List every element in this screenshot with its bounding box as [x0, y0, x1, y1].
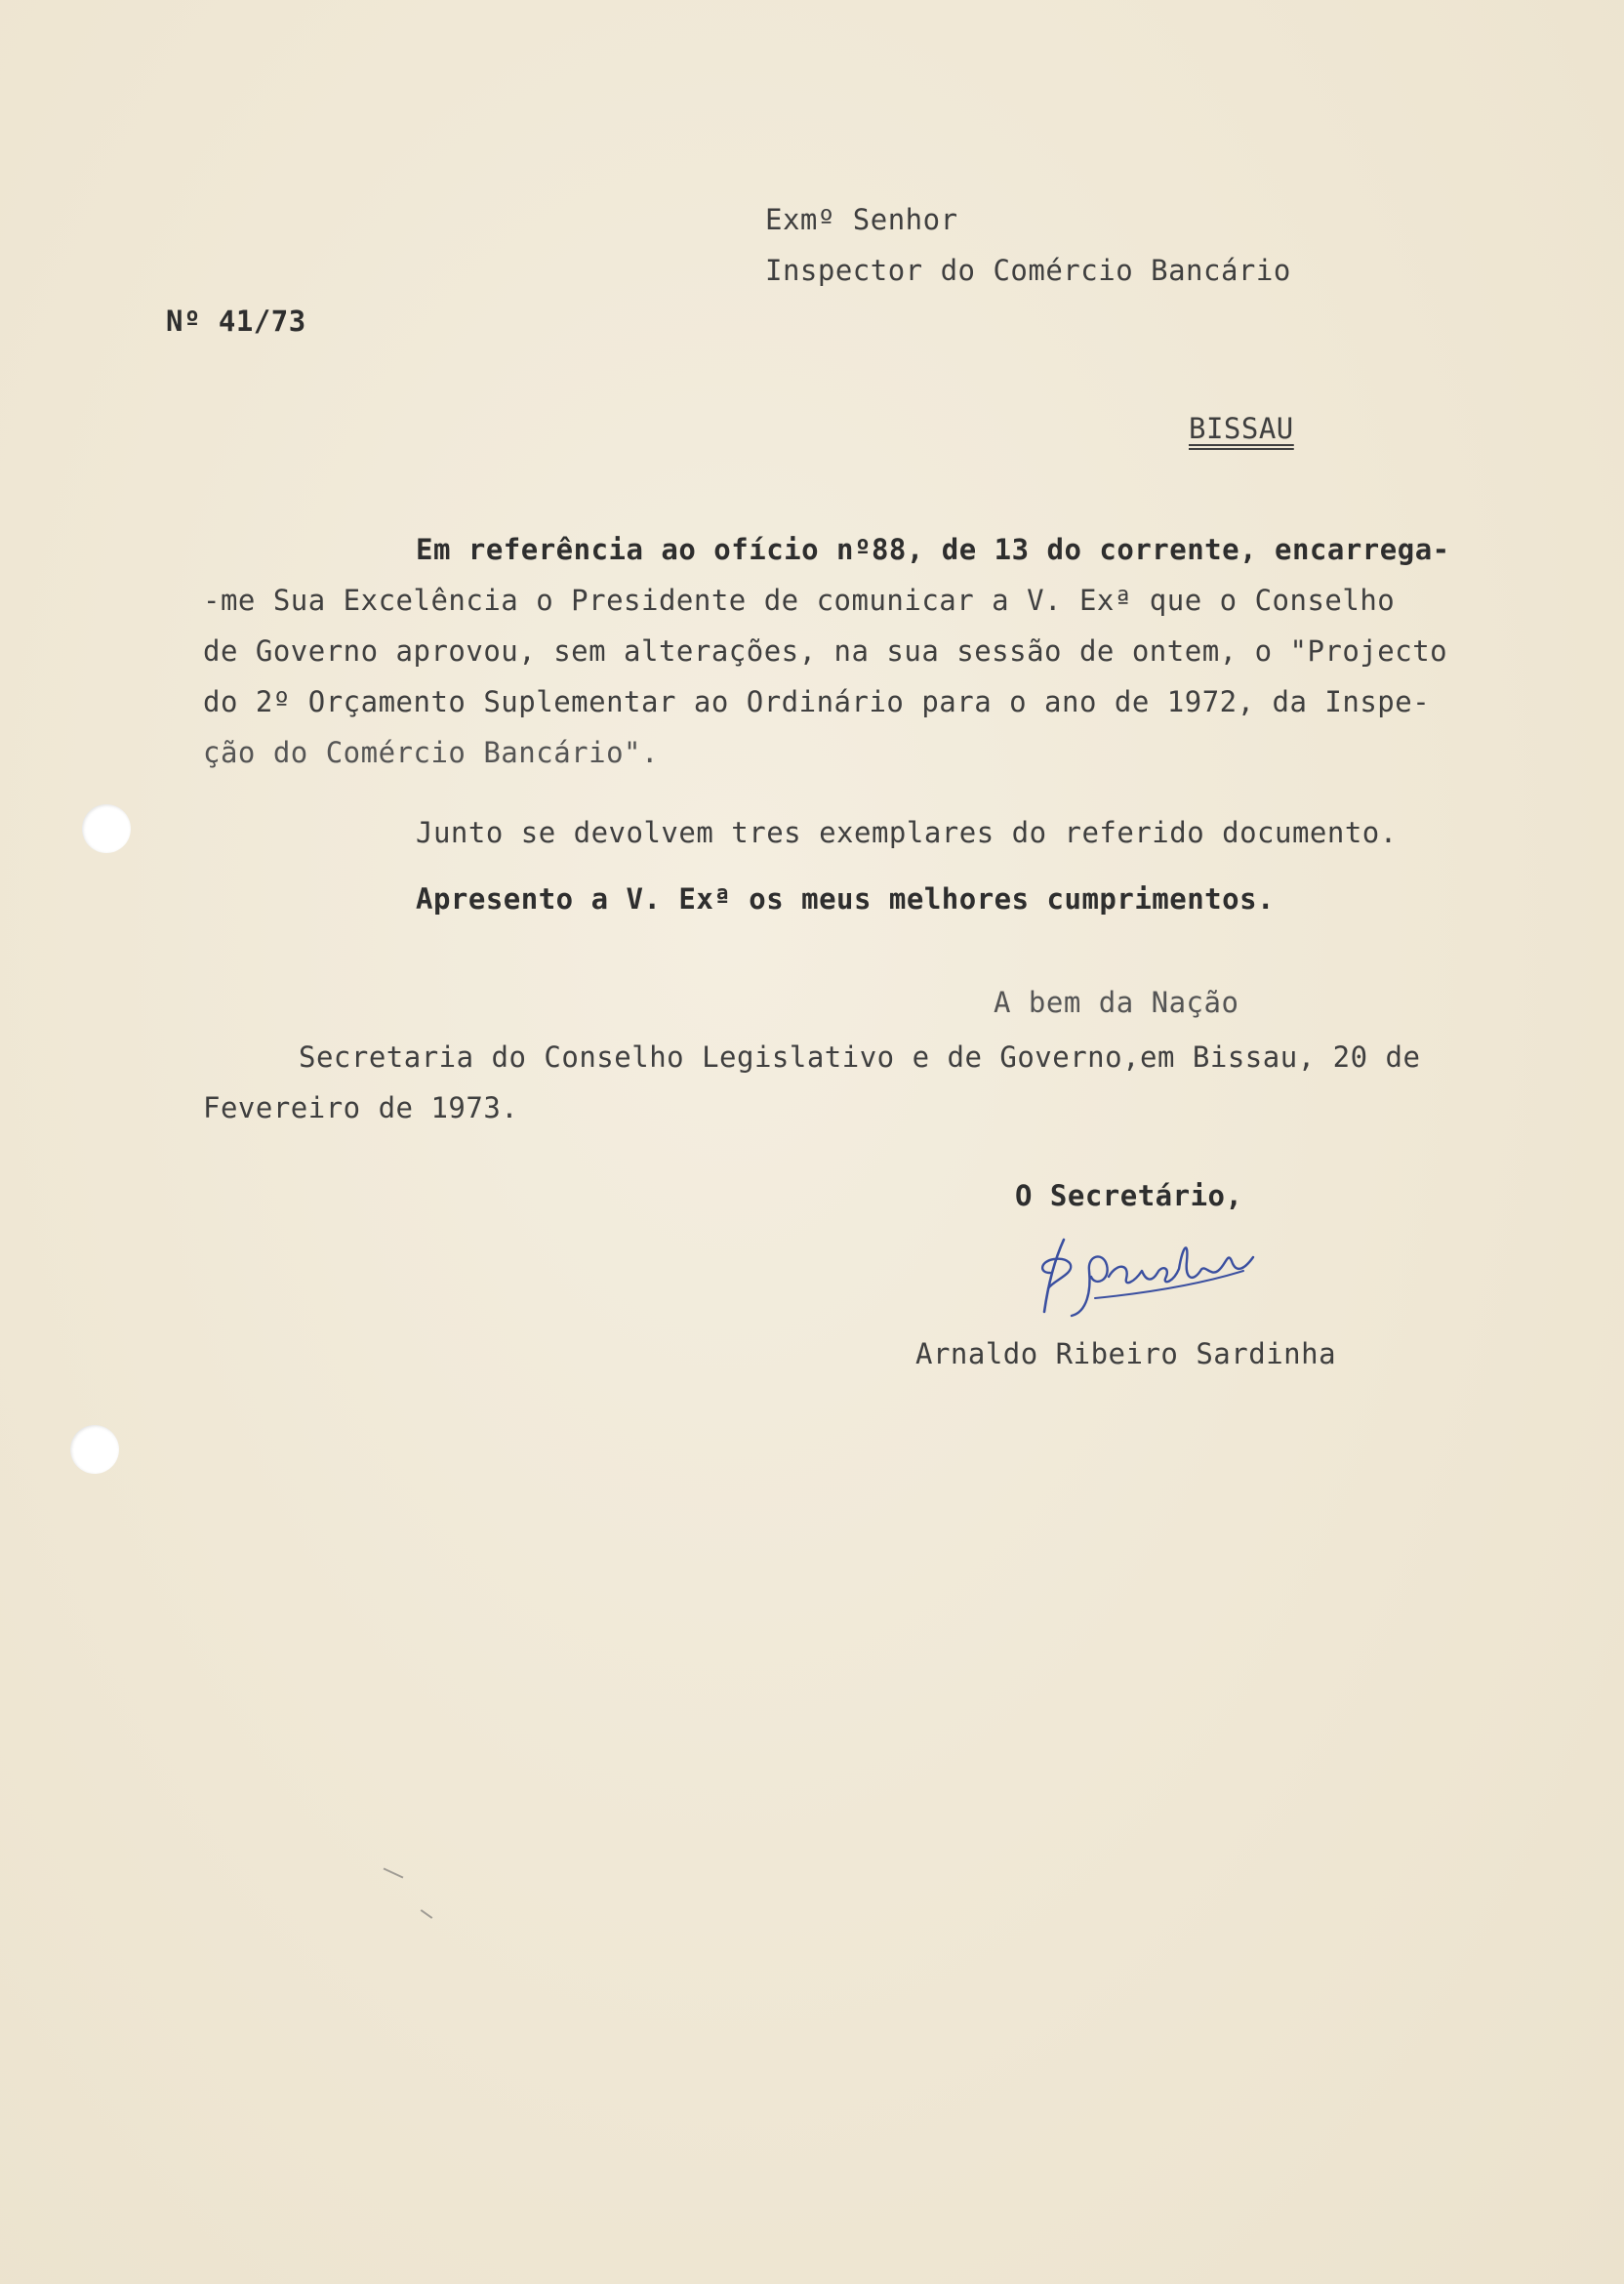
- paragraph3: Apresento a V. Exª os meus melhores cumprimentos.: [416, 882, 1276, 916]
- paragraph1-line5: ção do Comércio Bancário".: [203, 736, 659, 769]
- punch-hole-bottom: [70, 1425, 119, 1474]
- paragraph1-line1: Em referência ao ofício nº88, de 13 do corrente, encarrega-: [416, 533, 1450, 566]
- paragraph2: Junto se devolvem tres exemplares do referido documento.: [416, 816, 1398, 849]
- paper-mark: [421, 1909, 433, 1919]
- signatory-name: Arnaldo Ribeiro Sardinha: [915, 1337, 1337, 1370]
- city: BISSAU: [1189, 412, 1294, 445]
- place-date-line1: Secretaria do Conselho Legislativo e de Governo,em Bissau, 20 de: [299, 1040, 1421, 1074]
- addressee: Inspector do Comércio Bancário: [765, 254, 1291, 287]
- handwritten-signature: [1036, 1222, 1261, 1329]
- punch-hole-top: [82, 804, 131, 853]
- salutation: Exmº Senhor: [765, 203, 958, 236]
- paragraph1-line4: do 2º Orçamento Suplementar ao Ordinário para o ano de 1972, da Inspe-: [203, 685, 1431, 718]
- signatory-title: O Secretário,: [1015, 1179, 1243, 1212]
- paragraph1-line2: -me Sua Excelência o Presidente de comunicar a V. Exª que o Conselho: [203, 584, 1396, 617]
- paper-mark: [384, 1867, 404, 1878]
- place-date-line2: Fevereiro de 1973.: [203, 1091, 519, 1124]
- paragraph1-line3: de Governo aprovou, sem alterações, na sua sessão de ontem, o "Projecto: [203, 634, 1448, 668]
- closing-motto: A bem da Nação: [994, 986, 1239, 1019]
- reference-number: Nº 41/73: [166, 305, 306, 338]
